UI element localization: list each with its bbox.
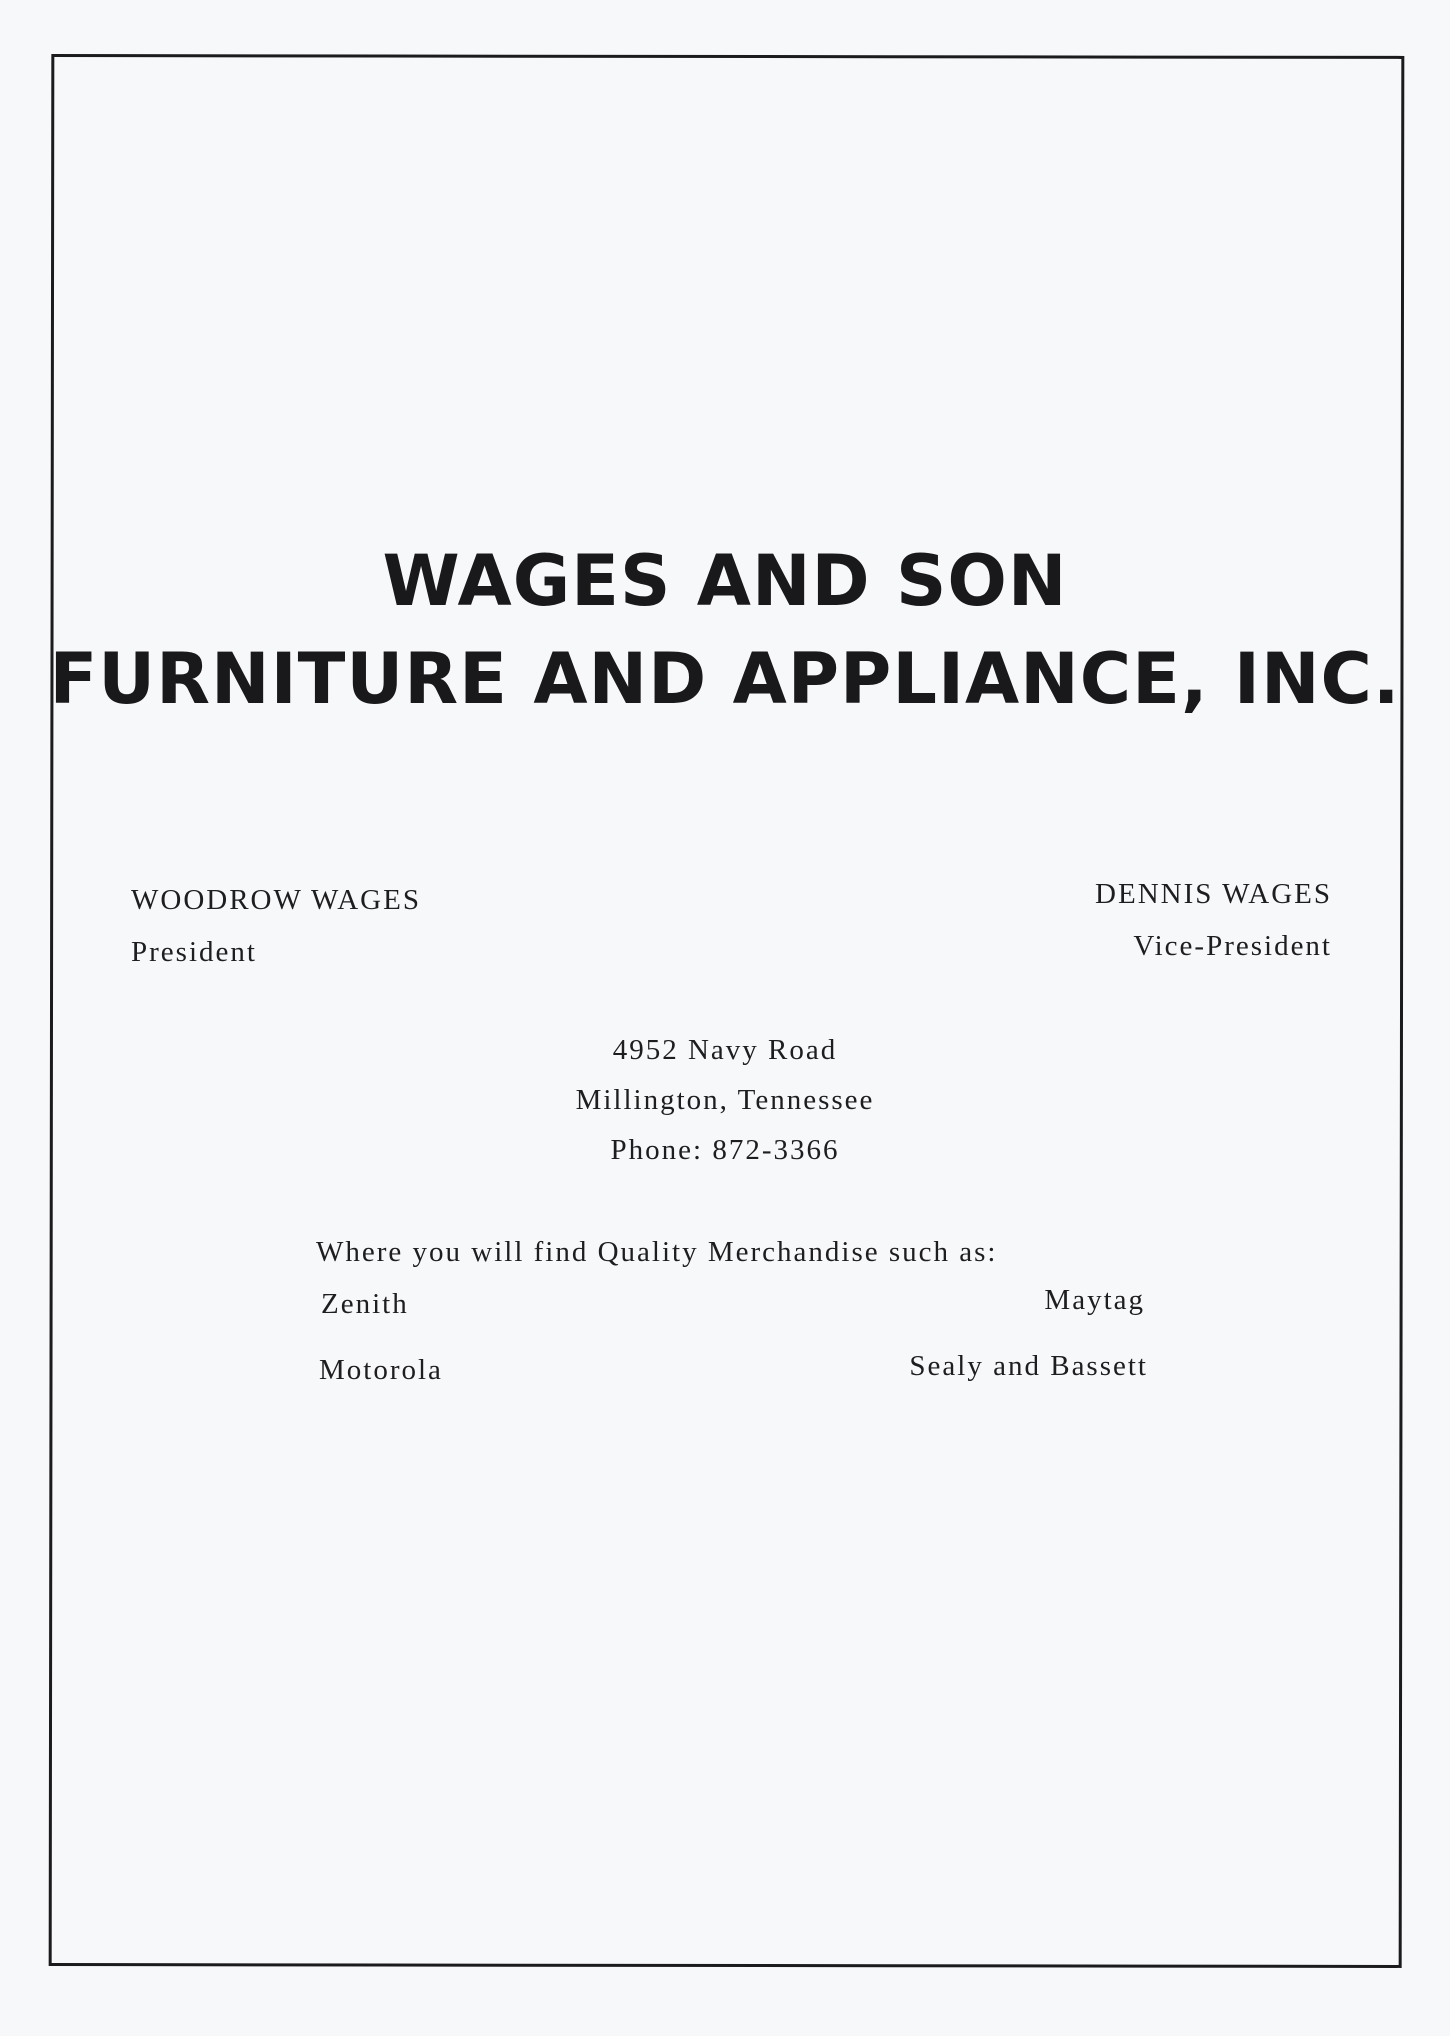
brand-maytag: Maytag [1044,1284,1145,1316]
street-address: 4952 Navy Road [612,1034,838,1066]
vice-president-name: DENNIS WAGES [1095,878,1332,910]
brand-motorola: Motorola [319,1354,443,1386]
brand-sealy-bassett: Sealy and Bassett [909,1350,1148,1382]
company-subtitle: FURNITURE AND APPLIANCE, INC. [49,638,1401,720]
merchandise-intro: Where you will find Quality Merchandise such as: [316,1236,998,1268]
president-name: WOODROW WAGES [131,884,421,916]
city-state: Millington, Tennessee [575,1084,875,1116]
vice-president-title: Vice-President [1133,930,1332,962]
company-name: WAGES AND SON [382,540,1068,622]
president-title: President [131,936,257,968]
page-border [49,54,1405,1968]
brand-zenith: Zenith [321,1288,409,1320]
phone-number: Phone: 872-3366 [610,1134,840,1166]
